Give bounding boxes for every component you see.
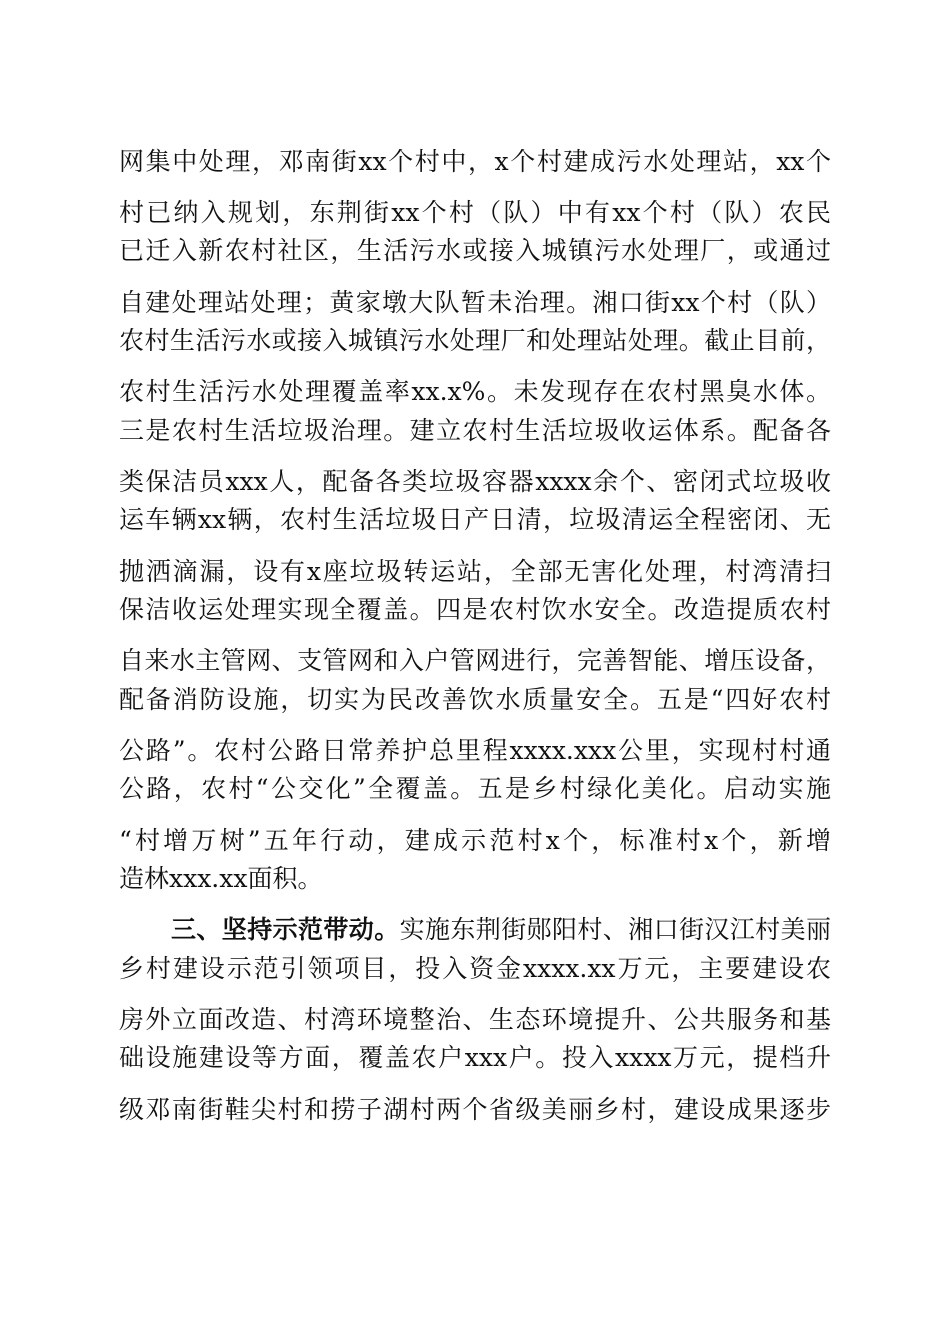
paragraph-line: 类保洁员xxx人，配备各类垃圾容器xxxx余个、密闭式垃圾收	[119, 467, 831, 496]
paragraph-line: 保洁收运处理实现全覆盖。四是农村饮水安全。改造提质农村	[119, 595, 831, 624]
paragraph-line: 造林xxx.xx面积。	[119, 864, 323, 893]
section-heading: 三、坚持示范带动。	[171, 915, 400, 944]
paragraph-line: 自来水主管网、支管网和入户管网进行，完善智能、增压设备，	[119, 646, 831, 675]
section-heading-line	[171, 910, 831, 950]
paragraph-line: 乡村建设示范引领项目，投入资金xxxx.xx万元，主要建设农	[119, 954, 831, 983]
paragraph-line: 房外立面改造、村湾环境整治、生态环境提升、公共服务和基	[119, 1005, 831, 1034]
section-heading-rest: 实施东荆街郧阳村、湘口街汉江村美丽	[399, 915, 831, 944]
paragraph-line: 抛洒滴漏，设有x座垃圾转运站，全部无害化处理，村湾清扫	[119, 557, 831, 586]
paragraph-line: 自建处理站处理；黄家墩大队暂未治理。湘口街xx个村（队）	[119, 288, 831, 317]
paragraph-line: 村已纳入规划，东荆街xx个村（队）中有xx个村（队）农民	[119, 198, 831, 227]
paragraph-line: 公路，农村“公交化”全覆盖。五是乡村绿化美化。启动实施	[119, 774, 831, 803]
paragraph-line: “村增万树”五年行动，建成示范村x个，标准村x个，新增	[119, 826, 831, 855]
paragraph-line: 已迁入新农村社区，生活污水或接入城镇污水处理厂，或通过	[119, 236, 831, 265]
paragraph-line: 配备消防设施，切实为民改善饮水质量安全。五是“四好农村	[119, 685, 831, 714]
paragraph-line: 农村生活污水或接入城镇污水处理厂和处理站处理。截止目前，	[119, 326, 831, 355]
paragraph-line: 农村生活污水处理覆盖率xx.x%。未发现存在农村黑臭水体。	[119, 377, 831, 406]
paragraph-line: 三是农村生活垃圾治理。建立农村生活垃圾收运体系。配备各	[119, 416, 831, 445]
paragraph-line: 级邓南街鞋尖村和捞子湖村两个省级美丽乡村，建设成果逐步	[119, 1095, 831, 1124]
paragraph-line: 网集中处理，邓南街xx个村中，x个村建成污水处理站，xx个	[119, 147, 831, 176]
paragraph-line: 运车辆xx辆，农村生活垃圾日产日清，垃圾清运全程密闭、无	[119, 505, 831, 534]
paragraph-line: 础设施建设等方面，覆盖农户xxx户。投入xxxx万元，提档升	[119, 1043, 831, 1072]
paragraph-line: 公路”。农村公路日常养护总里程xxxx.xxx公里，实现村村通	[119, 736, 831, 765]
